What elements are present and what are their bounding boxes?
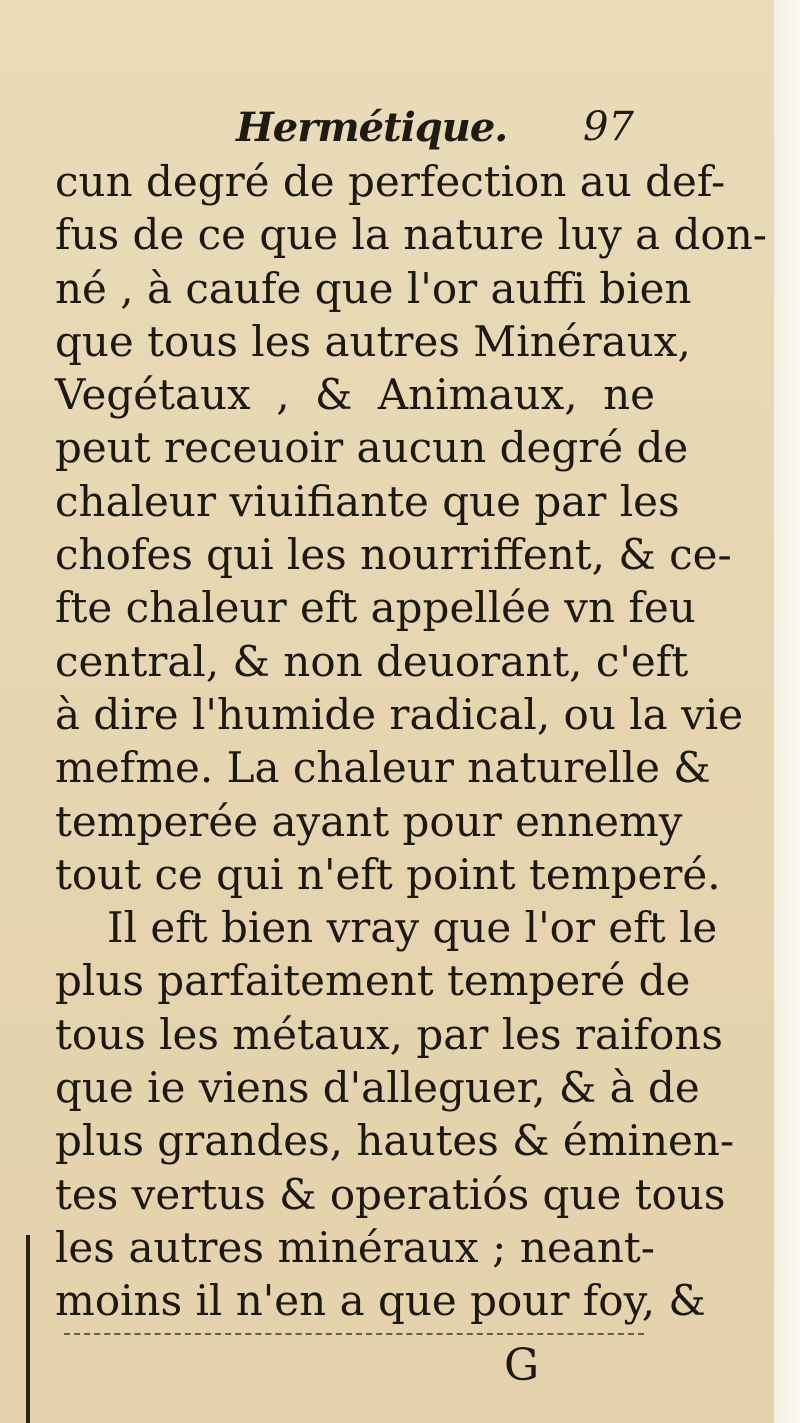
text-line: Vegétaux , & Animaux, ne xyxy=(55,370,655,420)
paragraph-start-line: Il eft bien vray que l'or eft le xyxy=(107,903,718,953)
text-line: fus de ce que la nature luy a don- xyxy=(55,210,767,260)
text-line: tous les métaux, par les raifons xyxy=(55,1009,723,1059)
text-line: tout ce qui n'eft point temperé. xyxy=(55,849,721,899)
binding-shadow xyxy=(26,1235,30,1423)
text-line: plus grandes, hautes & éminen- xyxy=(55,1116,735,1166)
text-line: peut receuoir aucun degré de xyxy=(55,423,689,473)
print-artifact-dashes xyxy=(64,1333,644,1335)
signature-mark: G xyxy=(504,1340,540,1391)
page-edge xyxy=(774,0,800,1423)
text-line: plus parfaitement temperé de xyxy=(55,956,691,1006)
running-title: Hermétique. xyxy=(236,104,508,151)
text-line: né , à caufe que l'or auffi bien xyxy=(55,263,692,313)
text-line: moins il n'en a que pour foy, & xyxy=(55,1276,706,1326)
text-line: central, & non deuorant, c'eft xyxy=(55,636,689,686)
text-line: temperée ayant pour ennemy xyxy=(55,796,683,846)
page-number: 97 xyxy=(583,104,634,150)
body-text xyxy=(55,155,767,1328)
text-line: que tous les autres Minéraux, xyxy=(55,316,691,366)
page-header xyxy=(0,104,800,154)
text-line: chaleur viuifiante que par les xyxy=(55,476,680,526)
text-line: cun degré de perfection au def- xyxy=(55,157,726,206)
text-line: à dire l'humide radical, ou la vie xyxy=(55,689,744,739)
text-line: tes vertus & operatiós que tous xyxy=(55,1169,726,1219)
text-line: mefme. La chaleur naturelle & xyxy=(55,743,711,793)
text-line: chofes qui les nourriffent, & ce- xyxy=(55,530,732,580)
text-line: que ie viens d'alleguer, & à de xyxy=(55,1063,700,1113)
text-line: les autres minéraux ; neant- xyxy=(55,1222,655,1272)
text-line: fte chaleur eft appellée vn feu xyxy=(55,583,696,633)
